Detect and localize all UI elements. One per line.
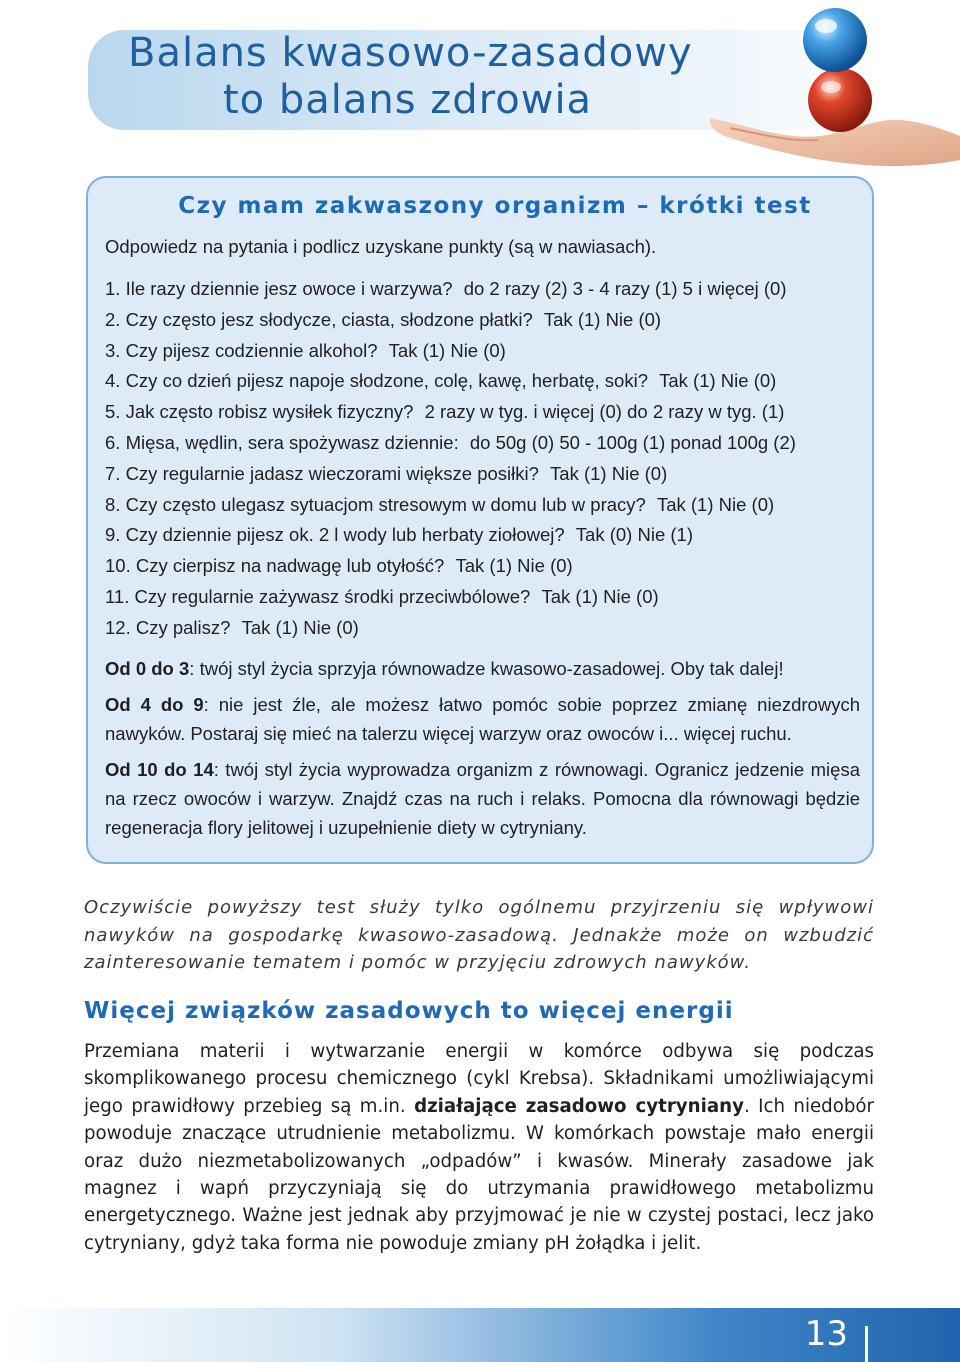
result-4-9: Od 4 do 9: nie jest źle, ale możesz łatwo pomóc sobie poprzez zmianę niezdrowych nawyków. Postaraj się mieć na talerzu więcej warzyw oraz owoców i... więcej ruchu. [105,693,860,744]
result-10-14: Od 10 do 14: twój styl życia wyprowadza organizm z równowagi. Ogranicz jedzenie mięsa na rzecz owoców i warzyw. Znajdź czas na ruch i relaks. Pomocna dla równowagi będzie regeneracja flory jelitowej i uzupełnienie diety w cytryniany. [105,758,860,838]
question-answers: Tak (1) Nie (0) [656,493,775,515]
question-answers: Tak (1) Nie (0) [550,462,668,484]
question-answers: do 50g (0) 50 - 100g (1) ponad 100g (2) [469,431,796,453]
page-number: 13 [804,1314,848,1354]
question-item: 12. Czy palisz? Tak (1) Nie (0) [105,616,359,638]
question-item: 7. Czy regularnie jadasz wieczorami większe posiłki? Tak (1) Nie (0) [105,462,668,484]
question-item: 2. Czy często jesz słodycze, ciasta, słodzone płatki? Tak (1) Nie (0) [105,308,662,330]
question-item: 10. Czy cierpisz na nadwagę lub otyłość? Tak (1) Nie (0) [105,555,573,577]
section-body: Przemiana materii i wytwarzanie energii w komórce odbywa się podczas skomplikowanego procesu chemicznego (cykl Krebsa). Składnikami umożliwiającymi jego prawidłowy przebieg są m.in. działające zasadowo cytryniany. Ich niedobór powoduje znaczące utrudnienie metabolizmu. W komórkach powstaje mało energii oraz dużo niezmetabolizowanych „odpadów” i kwasów. Minerały zasadowe jak magnez i wapń przyczyniają się do utrzymania prawidłowego metabolizmu energetycznego. Ważne jest jednak aby przyjmować je nie w czystej postaci, lecz jako cytryniany, gdyż taka forma nie powoduje zmiany pH żołądka i jelit. [84,1041,875,1254]
test-body [105,234,860,842]
question-item: 5. Jak często robisz wysiłek fizyczny? 2 razy w tyg. i więcej (0) do 2 razy w tyg. (1) [105,401,785,423]
question-answers: do 2 razy (2) 3 - 4 razy (1) 5 i więcej (0) [463,278,787,299]
question-item: 8. Czy często ulegasz sytuacjom stresowym w domu lub w pracy? Tak (1) Nie (0) [105,493,775,515]
title-line-1: Balans kwasowo-zasadowy [128,30,693,76]
question-answers: Tak (1) Nie (0) [659,370,777,392]
question-answers: Tak (1) Nie (0) [541,585,659,607]
result-range: Od 0 do 3 [105,657,190,679]
question-item: 9. Czy dziennie pijesz ok. 2 l wody lub herbaty ziołowej? Tak (0) Nie (1) [105,524,693,546]
section-title: Więcej związków zasadowych to więcej energii [84,998,734,1024]
test-intro: Odpowiedz na pytania i podlicz uzyskane punkty (są w nawiasach). [105,236,657,257]
question-answers: 2 razy w tyg. i więcej (0) do 2 razy w tyg. (1) [424,401,785,423]
question-answers: Tak (1) Nie (0) [241,616,359,638]
title-line-2: to balans zdrowia [223,77,593,123]
bold-phrase: działające zasadowo cytryniany [414,1095,744,1117]
hand-with-spheres-illustration [690,0,960,175]
question-answers: Tak (1) Nie (0) [543,308,662,330]
question-list [105,274,860,644]
question-item: 4. Czy co dzień pijesz napoje słodzone, colę, kawę, herbatę, soki? Tak (1) Nie (0) [105,370,777,392]
result-range: Od 4 do 9 [105,693,204,715]
italic-note: Oczywiście powyższy test służy tylko ogólnemu przyjrzeniu się wpływowi nawyków na gospodarkę kwasowo-zasadową. Jednakże może on wzbudzić zainteresowanie tematem i pomóc w przyjęciu zdrowych nawyków. [84,897,874,973]
question-answers: Tak (1) Nie (0) [388,339,506,361]
question-item: 11. Czy regularnie zażywasz środki przeciwbólowe? Tak (1) Nie (0) [105,585,659,607]
question-answers: Tak (0) Nie (1) [575,524,693,546]
test-title: Czy mam zakwaszony organizm – krótki test [178,193,812,219]
page-number-divider [865,1326,868,1362]
question-item: 1. Ile razy dziennie jesz owoce i warzywa? do 2 razy (2) 3 - 4 razy (1) 5 i więcej (0) [105,278,787,299]
page-title [128,30,693,124]
question-item: 3. Czy pijesz codziennie alkohol? Tak (1) Nie (0) [105,339,506,361]
question-answers: Tak (1) Nie (0) [455,555,573,577]
result-range: Od 10 do 14 [105,758,214,780]
question-item: 6. Mięsa, wędlin, sera spożywasz dziennie: do 50g (0) 50 - 100g (1) ponad 100g (2) [105,431,796,453]
result-0-3: Od 0 do 3: twój styl życia sprzyja równowadze kwasowo-zasadowej. Oby tak dalej! [105,657,784,679]
